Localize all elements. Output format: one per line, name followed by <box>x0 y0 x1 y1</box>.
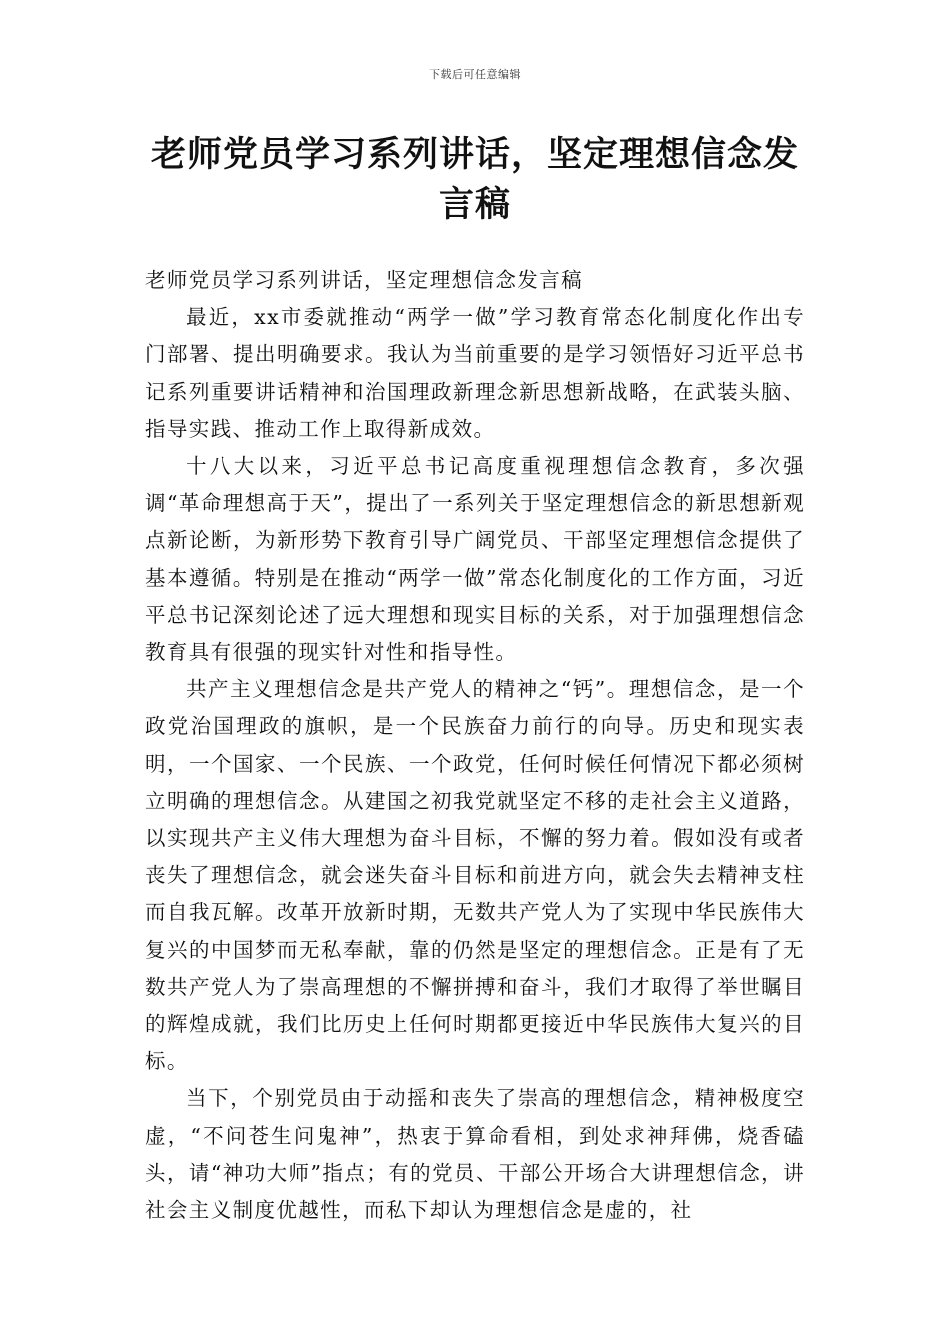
paragraph-3: 共产主义理想信念是共产党人的精神之“钙”。理想信念，是一个政党治国理政的旗帜，是一个民族奋力前行的向导。历史和现实表明，一个国家、一个民族、一个政党，任何时候任何情况下都必须树立明确的理想信念。从建国之初我党就坚定不移的走社会主义道路，以实现共产主义伟大理想为奋斗目标，不懈的努力着。假如没有或者丧失了理想信念，就会迷失奋斗目标和前进方向，就会失去精神支柱而自我瓦解。改革开放新时期，无数共产党人为了实现中华民族伟大复兴的中国梦而无私奉献，靠的仍然是坚定的理想信念。正是有了无数共产党人为了崇高理想的不懈拼搏和奋斗，我们才取得了举世瞩目的辉煌成就，我们比历史上任何时期都更接近中华民族伟大复兴的目标。 <box>145 677 805 1074</box>
document-body <box>145 262 805 1229</box>
document-title: 老师党员学习系列讲话，坚定理想信念发言稿 <box>150 134 799 225</box>
paragraph-4: 当下，个别党员由于动摇和丧失了崇高的理想信念，精神极度空虚，“不问苍生问鬼神”，热衷于算命看相，到处求神拜佛，烧香磕头，请“神功大师”指点；有的党员、干部公开场合大讲理想信念，讲社会主义制度优越性，而私下却认为理想信念是虚的，社 <box>145 1086 805 1223</box>
paragraph-2: 十八大以来，习近平总书记高度重视理想信念教育，多次强调“革命理想高于天”，提出了一系列关于坚定理想信念的新思想新观点新论断，为新形势下教育引导广阔党员、干部坚定理想信念提供了基本遵循。特别是在推动“两学一做”常态化制度化的工作方面，习近平总书记深刻论述了远大理想和现实目标的关系，对于加强理想信念教育具有很强的现实针对性和指导性。 <box>145 454 805 665</box>
document-subtitle: 老师党员学习系列讲话，坚定理想信念发言稿 <box>145 268 583 292</box>
paragraph-1: 最近，xx市委就推动“两学一做”学习教育常态化制度化作出专门部署、提出明确要求。我认为当前重要的是学习领悟好习近平总书记系列重要讲话精神和治国理政新理念新思想新战略，在武装头脑、指导实践、推动工作上取得新成效。 <box>145 305 805 441</box>
header-note: 下载后可任意编辑 <box>429 68 521 81</box>
